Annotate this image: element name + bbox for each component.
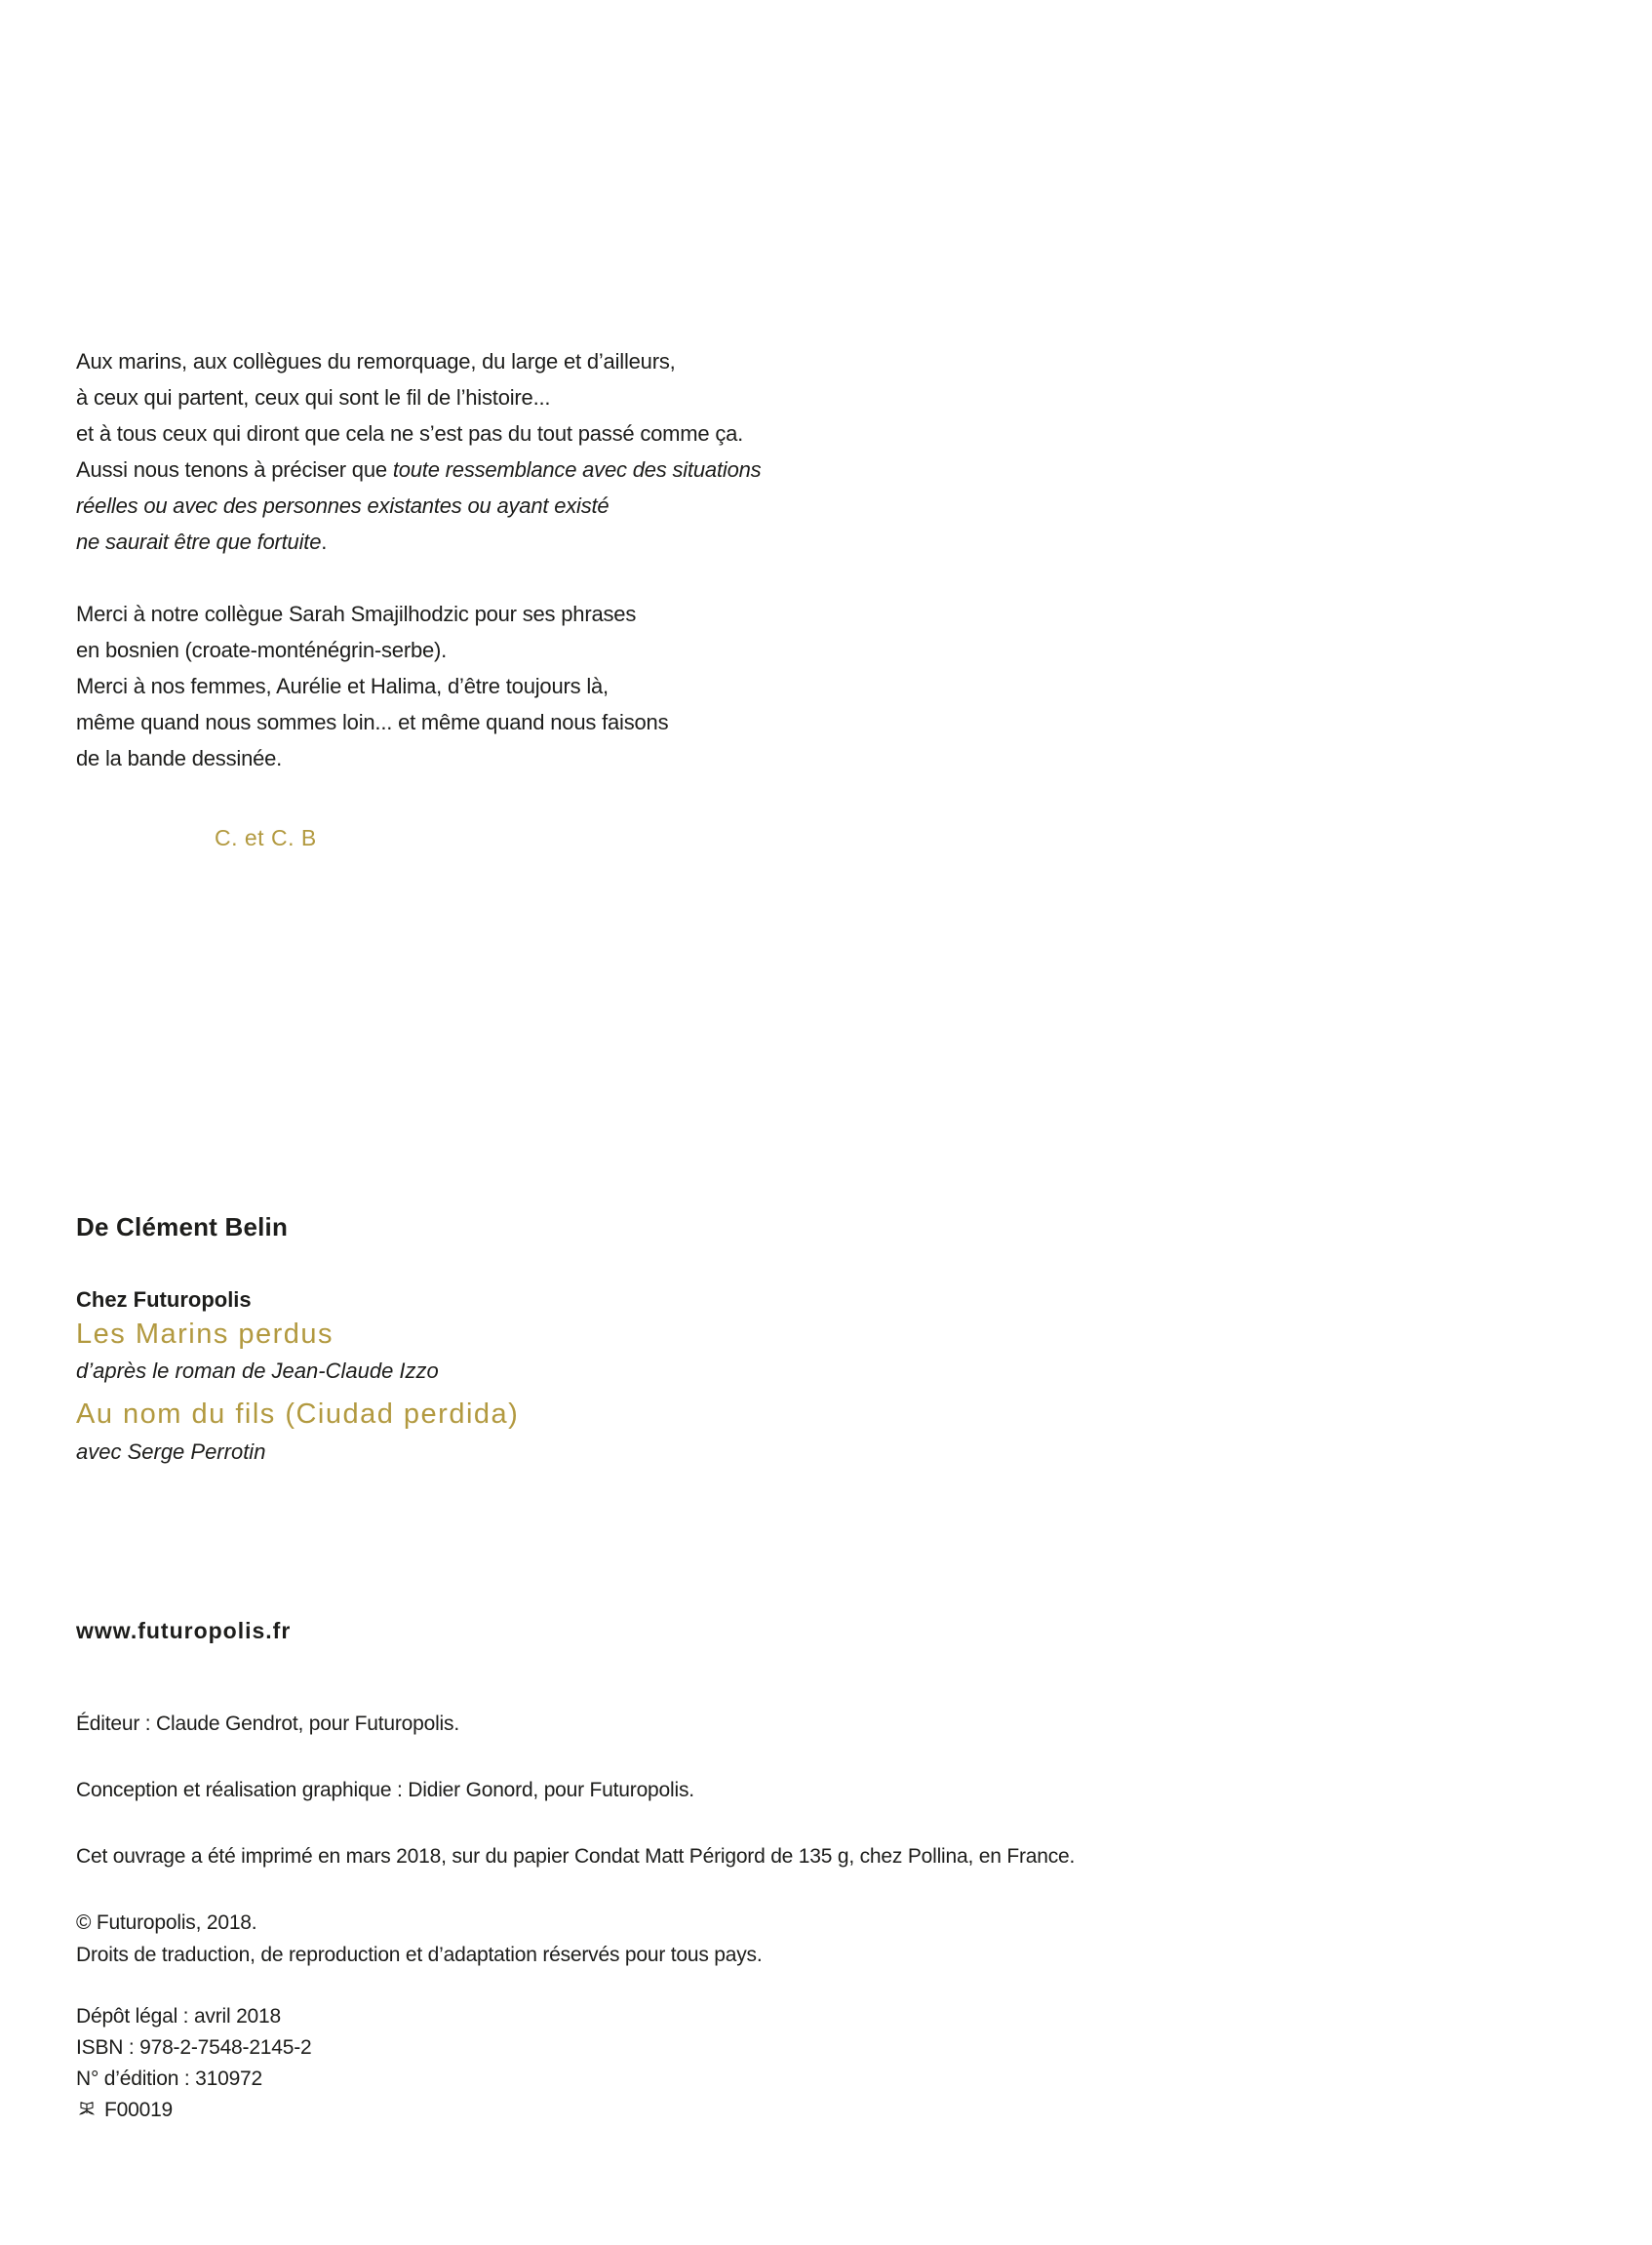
dedication-line [76,488,761,524]
rights-line: Droits de traduction, de reproduction et d’adaptation réservés pour tous pays. [76,1944,763,1966]
publisher-heading: Chez Futuropolis [76,1287,252,1312]
editor-credit: Éditeur : Claude Gendrot, pour Futuropolis. [76,1713,459,1735]
copyright-line: © Futuropolis, 2018. [76,1911,257,1934]
thanks-block [76,596,668,776]
dedication-text: Aux marins, aux collègues du remorquage, du large et d’ailleurs, [76,349,676,374]
dedication-text: et à tous ceux qui diront que cela ne s’est pas du tout passé comme ça. [76,421,744,446]
book-title: Au nom du fils (Ciudad perdida) [76,1398,520,1430]
legal-block [76,2001,312,2126]
publisher-website: www.futuropolis.fr [76,1618,292,1643]
dedication-line [76,379,761,415]
dedication-text: à ceux qui partent, ceux qui sont le fil de l’histoire... [76,385,551,410]
dedication-line [76,343,761,379]
deposit-line: Dépôt légal : avril 2018 [76,2005,281,2028]
isbn-line: ISBN : 978-2-7548-2145-2 [76,2036,312,2059]
print-code-line [76,2095,312,2126]
thanks-line: Merci à notre collègue Sarah Smajilhodzic pour ses phrases [76,602,637,626]
thanks-line: Merci à nos femmes, Aurélie et Halima, d’être toujours là, [76,674,609,698]
print-code: F00019 [104,2099,174,2121]
dedication-line [76,524,761,560]
dedication-text-italic: réelles ou avec des personnes existantes ou ayant existé [76,493,610,518]
dedication-line [76,452,761,488]
book-title: Les Marins perdus [76,1319,334,1350]
book-subtitle: d’après le roman de Jean-Claude Izzo [76,1359,439,1383]
dedication-text-italic: toute ressemblance avec des situations [392,457,762,482]
dedication-text: . [321,530,328,554]
book-subtitle: avec Serge Perrotin [76,1439,266,1464]
design-credit: Conception et réalisation graphique : Didier Gonord, pour Futuropolis. [76,1779,694,1801]
dedication-block [76,343,761,560]
printing-info: Cet ouvrage a été imprimé en mars 2018, sur du papier Condat Matt Périgord de 135 g, chez Pollina, en France. [76,1845,1076,1868]
dedication-line [76,415,761,452]
author-heading: De Clément Belin [76,1212,289,1241]
dedication-text-italic: ne saurait être que fortuite [76,530,322,554]
printer-mark-icon [76,2100,98,2121]
thanks-line: même quand nous sommes loin... et même quand nous faisons [76,710,669,734]
thanks-line: en bosnien (croate-monténégrin-serbe). [76,638,448,662]
edition-number-line: N° d’édition : 310972 [76,2068,263,2090]
dedication-text: Aussi nous tenons à préciser que [76,457,393,482]
thanks-line: de la bande dessinée. [76,746,283,770]
copyright-block [76,1907,763,1971]
signature: C. et C. B [215,825,317,850]
